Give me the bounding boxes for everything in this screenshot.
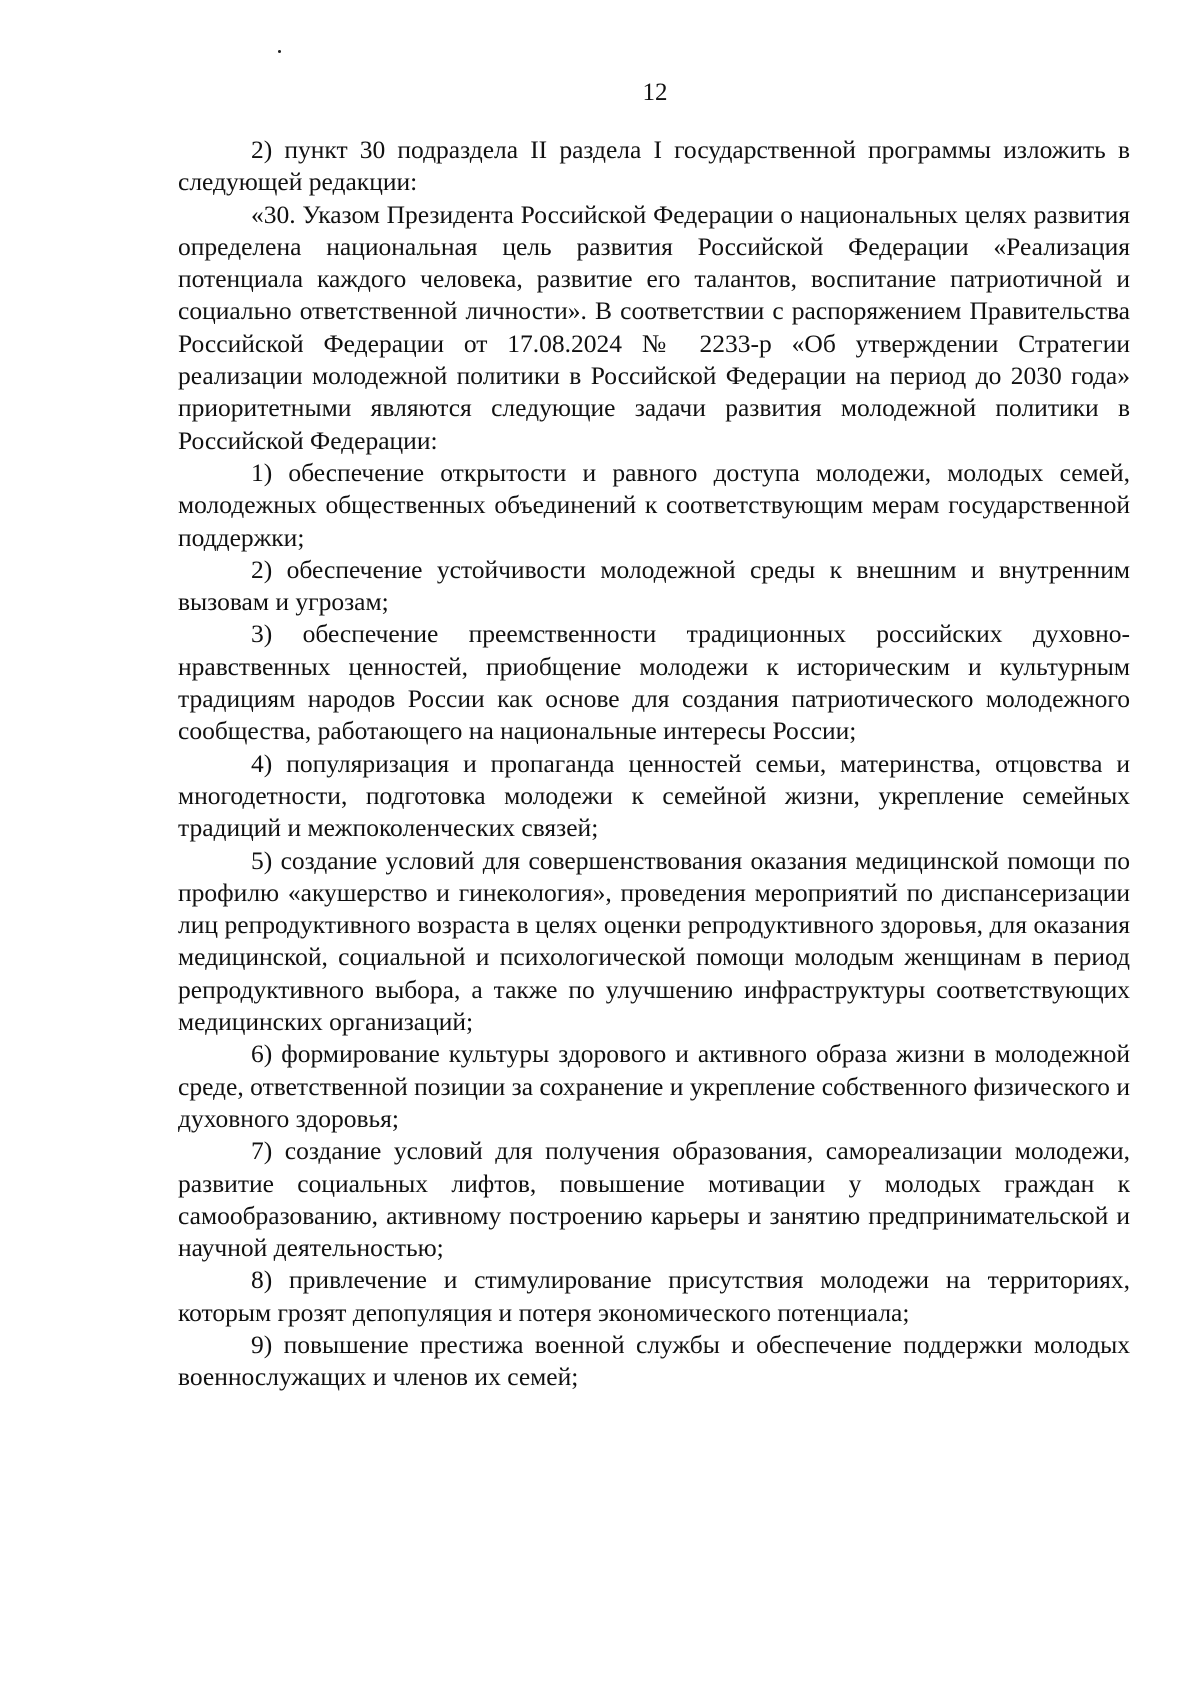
list-item-7: 7) создание условий для получения образования, самореализации молодежи, развитие социальных лифтов, повышение мотивации у молодых граждан к самообразованию, активному построению карьеры и занятию предпринимательской и научной деятельностью; xyxy=(178,1136,1130,1263)
list-item-6: 6) формирование культуры здорового и активного образа жизни в молодежной среде, ответственной позиции за сохранение и укрепление собственного физического и духовного здоровья; xyxy=(178,1039,1130,1133)
list-item-1: 1) обеспечение открытости и равного доступа молодежи, молодых семей, молодежных общественных объединений к соответствующим мерам государственной поддержки; xyxy=(178,457,1130,552)
paragraph-point-30: «30. Указом Президента Российской Федерации о национальных целях развития определена национальная цель развития Российской Федерации «Реализация потенциала каждого человека, развитие его талантов, воспитание патриотичной и социально ответственной личности». В соответствии с распоряжением Правительства Российской Федерации от 17.08.2024 № 2233-р «Об утверждении Стратегии реализации молодежной политики в Российской Федерации на период до 2030 года» приоритетными являются следующие задачи развития молодежной политики в Российской Федерации: xyxy=(178,199,1130,455)
page-number: 12 xyxy=(642,79,668,106)
list-item-9: 9) повышение престижа военной службы и обеспечение поддержки молодых военнослужащих и членов их семей; xyxy=(178,1329,1130,1392)
list-item-3: 3) обеспечение преемственности традиционных российских духовно-нравственных ценностей, приобщение молодежи к историческим и культурным традициям народов России как основе для создания патриотического молодежного сообщества, работающего на национальные интересы России; xyxy=(178,619,1130,746)
list-item-5: 5) создание условий для совершенствования оказания медицинской помощи по профилю «акушерство и гинекология», проведения мероприятий по диспансеризации лиц репродуктивного возраста в целях оценки репродуктивного здоровья, для оказания медицинской, социальной и психологической помощи молодым женщинам в период репродуктивного выбора, а также по улучшению инфраструктуры соответствующих медицинских организаций; xyxy=(178,845,1130,1037)
list-item-4: 4) популяризация и пропаганда ценностей семьи, материнства, отцовства и многодетности, подготовка молодежи к семейной жизни, укрепление семейных традиций и межпоколенческих связей; xyxy=(178,748,1130,843)
scan-speck xyxy=(278,50,281,53)
list-item-2: 2) обеспечение устойчивости молодежной среды к внешним и внутренним вызовам и угрозам; xyxy=(178,554,1130,617)
list-item-8: 8) привлечение и стимулирование присутствия молодежи на территориях, которым грозят депопуляция и потеря экономического потенциала; xyxy=(178,1265,1130,1327)
document-body xyxy=(178,134,1130,1394)
paragraph-item-2-amendment: 2) пункт 30 подраздела II раздела I государственной программы изложить в следующей редакции: xyxy=(178,135,1130,197)
